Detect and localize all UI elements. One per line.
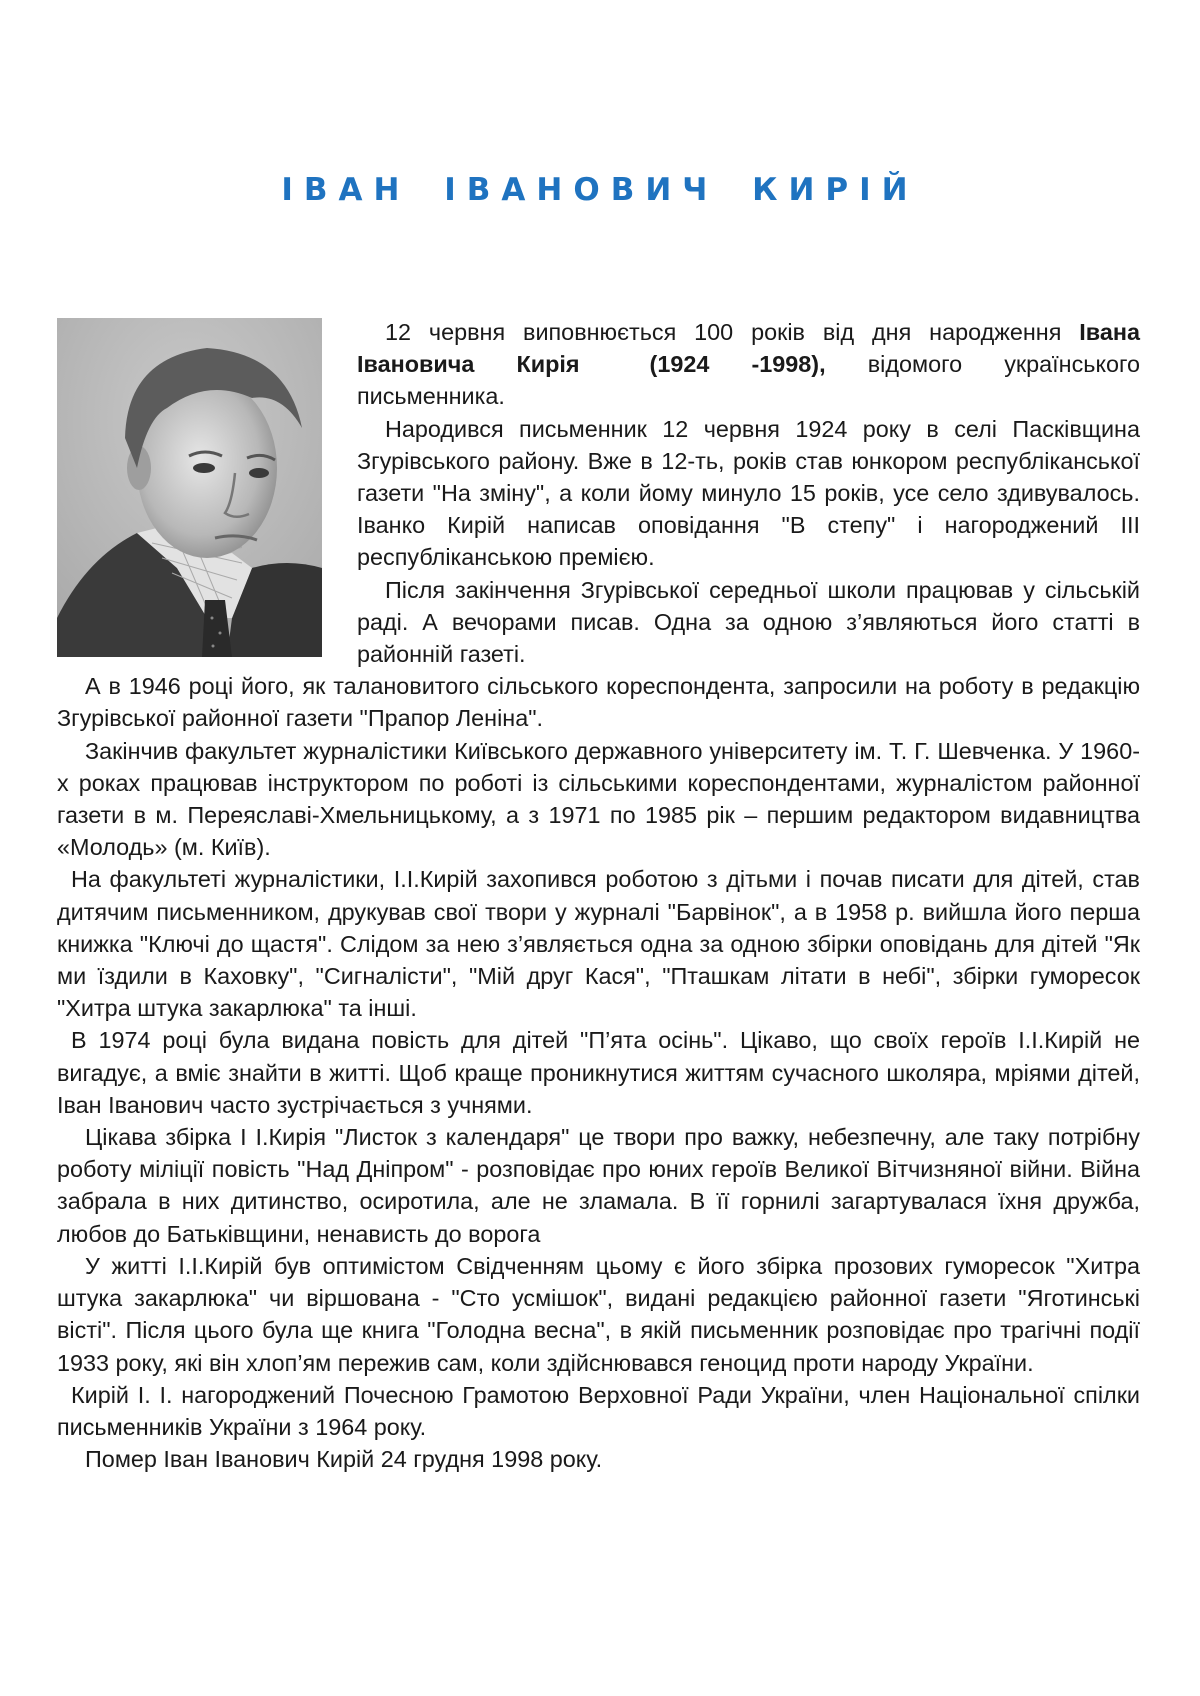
paragraph-university: Закінчив факультет журналістики Київського державного університету ім. Т. Г. Шевченка. У 1960-х роках працював інструктором по роботі із сільськими кореспондентами, журналістом районної газети в м. Переяславі-Хмельницькому, а з 1971 по 1985 рік – першим редактором видавництва «Молодь» (м. Київ). [57,737,1140,861]
paragraph-awards: Кирій І. І. нагороджений Почесною Грамотою Верховної Ради України, член Національної спілки письменників України з 1964 року. [57,1381,1140,1440]
page-title: ІВАН ІВАНОВИЧ КИРІЙ [281,172,919,208]
intro-text-end: відомого українського письменника. [357,351,1141,410]
paragraph-1974: В 1974 році була видана повість для дітей "П’ята осінь". Цікаво, що своїх героїв І.І.Кирій не вигадує, а вміє знайти в житті. Щоб краще проникнутися життям сучасного школяра, мріями дітей, Іван Іванович часто зустрічається з учнями. [57,1027,1140,1118]
intro-text: 12 червня виповнюється 100 років від дня народження [385,319,1080,345]
article-body [57,316,1140,1475]
author-name: Івана Івановича Кирія [357,319,1140,378]
photo-spacer [57,316,357,656]
author-years: (1924 -1998), [649,351,826,378]
paragraph-calendar: Цікава збірка І І.Кирія "Листок з календаря" це твори про важку, небезпечну, але таку потрібну роботу міліції повість "Над Дніпром" - розповідає про юних героїв Великої Вітчизняної війни. Війна забрала в них дитинство, осиротила, але не зламала. В її горнилі загартувалася їхня дружба, любов до Батьківщини, ненависть до ворога [57,1124,1140,1247]
paragraph-school: Після закінчення Згурівської середньої школи працював у сільській раді. А вечорами писав. Одна за одною з’являються його статті в районній газеті. [357,576,1140,668]
paragraph-childrens-writer: На факультеті журналістики, І.І.Кирій захопився роботою з дітьми і почав писати для дітей, став дитячим письменником, друкував свої твори у журналі "Барвінок", а в 1958 р. вийшла його перша книжка "Ключі до щастя". Слідом за нею з’являється одна за одною збірки оповідань для дітей "Як ми їздили в Каховку", "Сигналісти", "Мій друг Кася", "Пташкам літати в небі", збірки гуморесок "Хитра штука закарлюка" та інші. [57,866,1140,1022]
paragraph-death: Помер Іван Іванович Кирій 24 грудня 1998 року. [85,1446,603,1473]
paragraph-humor: У житті І.І.Кирій був оптимістом Свідченням цьому є його збірка прозових гуморесок "Хитра штука закарлюка" чи віршована - "Сто усмішок", видані редакцією районної газети "Яготинські вісті". Після цього була ще книга "Голодна весна", в якій письменник розповідає про трагічні події 1933 року, які він хлоп’ям пережив сам, коли здійснювався геноцид проти народу України. [57,1252,1140,1376]
paragraph-1946: А в 1946 році його, як талановитого сільського кореспондента, запросили на роботу в редакцію Згурівської районної газети "Прапор Леніна". [57,673,1140,732]
paragraph-birth: Народився письменник 12 червня 1924 року в селі Пасківщина Згурівського району. Вже в 12-ть, років став юнкором республіканської газети "На зміну", а коли йому минуло 15 років, усе село здивувалось. Іванко Кирій написав оповідання "В степу" і нагороджений ІІІ республіканською премією. [357,415,1140,571]
